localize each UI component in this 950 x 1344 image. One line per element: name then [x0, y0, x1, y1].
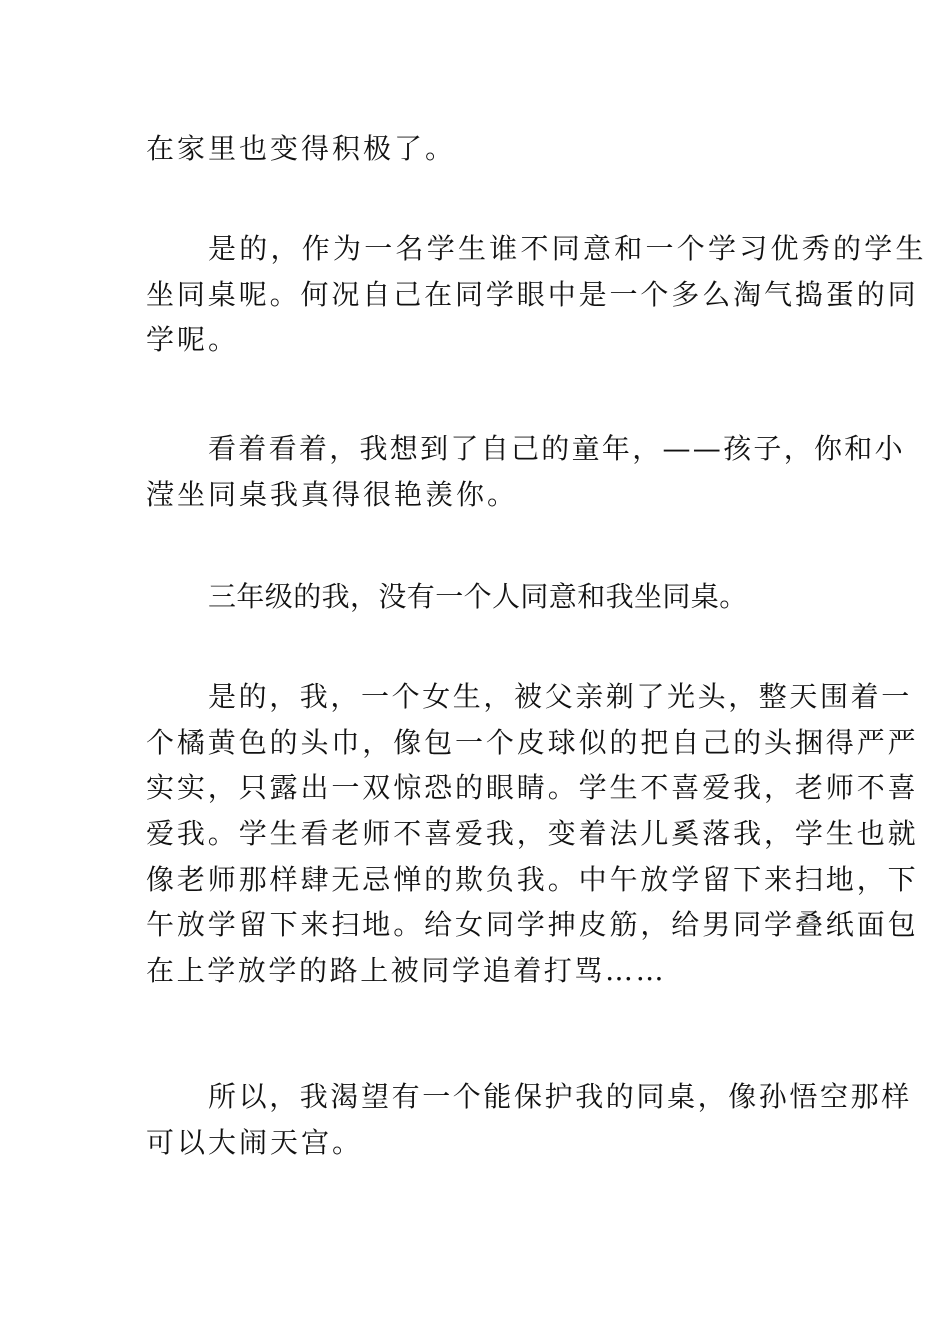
paragraph-line: 爱我。学生看老师不喜爱我，变着法儿奚落我，学生也就 [146, 817, 919, 850]
paragraph-line: 个橘黄色的头巾，像包一个皮球似的把自己的头捆得严严 [146, 726, 919, 759]
paragraph-line: 是的，作为一名学生谁不同意和一个学习优秀的学生 [208, 232, 927, 265]
paragraph-line: 像老师那样肆无忌惮的欺负我。中午放学留下来扫地，下 [146, 863, 919, 896]
paragraph-line: 在家里也变得积极了。 [146, 132, 457, 165]
paragraph-line: 三年级的我，没有一个人同意和我坐同桌。 [208, 580, 748, 613]
paragraph-line: 可以大闹天宫。 [146, 1126, 364, 1159]
paragraph-line: 坐同桌呢。何况自己在同学眼中是一个多么淘气捣蛋的同 [146, 278, 919, 311]
paragraph-line: 学呢。 [146, 323, 240, 356]
paragraph-line: 是的，我，一个女生，被父亲剃了光头，整天围着一 [208, 680, 912, 713]
paragraph-line: 看着看着，我想到了自己的童年，——孩子，你和小 [208, 432, 905, 465]
paragraph-line: 所以，我渴望有一个能保护我的同桌，像孙悟空那样 [208, 1080, 912, 1113]
paragraph-line: 在上学放学的路上被同学追着打骂…… [146, 954, 667, 987]
paragraph-line: 实实，只露出一双惊恐的眼睛。学生不喜爱我，老师不喜 [146, 771, 919, 804]
paragraph-line: 滢坐同桌我真得很艳羡你。 [146, 478, 519, 511]
paragraph-line: 午放学留下来扫地。给女同学抻皮筋，给男同学叠纸面包 [146, 908, 919, 941]
